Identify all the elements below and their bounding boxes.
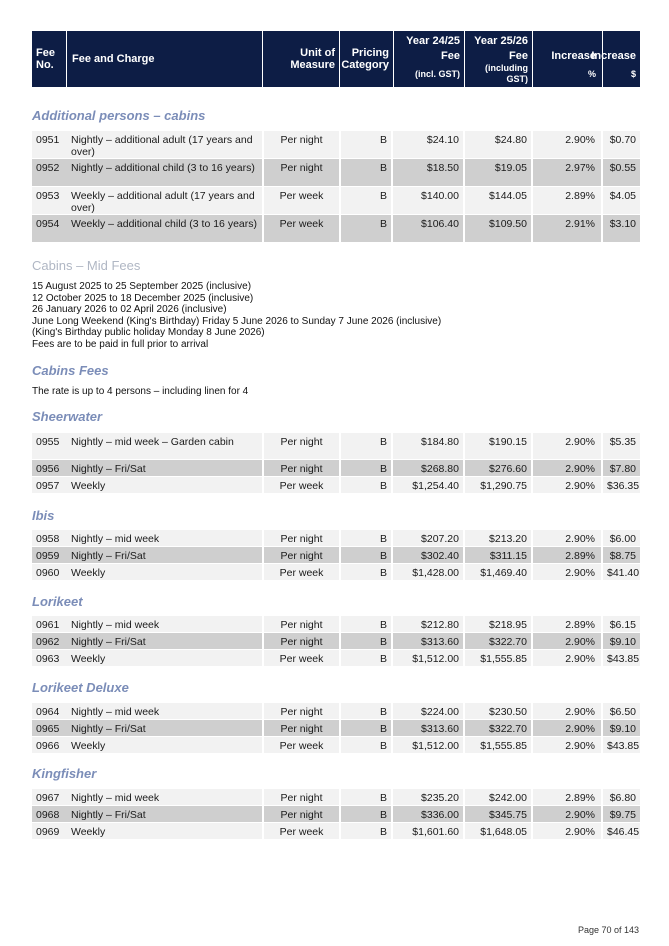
pricing-category: B (341, 823, 391, 839)
section-title-kingfisher: Kingfisher (32, 766, 97, 781)
unit-of-measure: Per night (264, 789, 339, 805)
table-row (32, 650, 640, 666)
table-row (32, 737, 640, 753)
increase-amount: $3.10 (603, 215, 640, 242)
increase-percent: 2.91% (533, 215, 601, 242)
unit-of-measure: Per night (264, 633, 339, 649)
increase-amount: $0.70 (603, 131, 640, 158)
mid-fees-line: June Long Weekend (King's Birthday) Friday 5 June 2026 to Sunday 7 June 2026 (inclusive) (32, 315, 442, 327)
fee-2526: $1,469.40 (465, 564, 531, 580)
fee-description: Weekly (67, 737, 262, 753)
increase-amount: $6.00 (603, 530, 640, 546)
table-row (32, 789, 640, 805)
increase-amount: $9.10 (603, 633, 640, 649)
unit-of-measure: Per night (264, 703, 339, 719)
table-row (32, 616, 640, 632)
fee-2526: $213.20 (465, 530, 531, 546)
fee-2425: $24.10 (393, 131, 463, 158)
fee-2526: $230.50 (465, 703, 531, 719)
increase-amount: $4.05 (603, 187, 640, 214)
pricing-category: B (341, 564, 391, 580)
table-row (32, 187, 640, 214)
table-row (32, 159, 640, 186)
page-number: Page 70 of 143 (577, 925, 639, 935)
unit-of-measure: Per week (264, 650, 339, 666)
increase-amount: $41.40 (603, 564, 640, 580)
increase-amount: $8.75 (603, 547, 640, 563)
fee-2526: $322.70 (465, 720, 531, 736)
header-fee-2425: Year 24/25 Fee (incl. GST) (394, 31, 464, 87)
fee-2425: $207.20 (393, 530, 463, 546)
increase-amount: $6.15 (603, 616, 640, 632)
fee-description: Nightly – mid week – Garden cabin (67, 433, 262, 459)
pricing-category: B (341, 460, 391, 476)
fee-2526: $24.80 (465, 131, 531, 158)
fee-number: 0957 (32, 477, 67, 493)
fee-description: Nightly – Fri/Sat (67, 547, 262, 563)
fee-number: 0965 (32, 720, 67, 736)
increase-amount: $46.45 (603, 823, 640, 839)
header-increase-pct: Increase % (533, 31, 602, 87)
increase-percent: 2.90% (533, 460, 601, 476)
fee-description: Weekly (67, 477, 262, 493)
header-fee-2526: Year 25/26 Fee (including GST) (465, 31, 532, 87)
fee-description: Nightly – mid week (67, 616, 262, 632)
fee-description: Weekly (67, 564, 262, 580)
increase-percent: 2.90% (533, 131, 601, 158)
fee-2526: $311.15 (465, 547, 531, 563)
table-row (32, 131, 640, 158)
pricing-category: B (341, 737, 391, 753)
increase-amount: $5.35 (603, 433, 640, 459)
fee-2425: $313.60 (393, 633, 463, 649)
unit-of-measure: Per week (264, 564, 339, 580)
fee-2425: $268.80 (393, 460, 463, 476)
section-title-lorikeet: Lorikeet (32, 594, 83, 609)
table-row (32, 460, 640, 476)
increase-percent: 2.90% (533, 433, 601, 459)
table-row (32, 547, 640, 563)
unit-of-measure: Per night (264, 159, 339, 186)
fee-number: 0954 (32, 215, 67, 242)
fee-number: 0963 (32, 650, 67, 666)
fee-2526: $322.70 (465, 633, 531, 649)
fee-2526: $1,555.85 (465, 650, 531, 666)
table-row (32, 564, 640, 580)
fee-number: 0969 (32, 823, 67, 839)
pricing-category: B (341, 650, 391, 666)
fee-2526: $218.95 (465, 616, 531, 632)
fee-number: 0960 (32, 564, 67, 580)
pricing-category: B (341, 789, 391, 805)
pricing-category: B (341, 187, 391, 214)
pricing-category: B (341, 703, 391, 719)
pricing-category: B (341, 547, 391, 563)
unit-of-measure: Per night (264, 460, 339, 476)
fee-2425: $140.00 (393, 187, 463, 214)
increase-percent: 2.90% (533, 530, 601, 546)
fee-number: 0959 (32, 547, 67, 563)
table-row (32, 477, 640, 493)
increase-percent: 2.90% (533, 720, 601, 736)
mid-fees-line: Fees are to be paid in full prior to arrival (32, 338, 209, 350)
unit-of-measure: Per week (264, 187, 339, 214)
increase-percent: 2.90% (533, 564, 601, 580)
section-title-additional-persons: Additional persons – cabins (32, 108, 206, 123)
fee-2425: $302.40 (393, 547, 463, 563)
unit-of-measure: Per night (264, 806, 339, 822)
fee-description: Nightly – Fri/Sat (67, 633, 262, 649)
header-fee-no: Fee No. (32, 31, 66, 87)
fee-2425: $184.80 (393, 433, 463, 459)
fee-description: Nightly – mid week (67, 789, 262, 805)
increase-percent: 2.89% (533, 789, 601, 805)
increase-percent: 2.90% (533, 650, 601, 666)
unit-of-measure: Per night (264, 720, 339, 736)
increase-percent: 2.90% (533, 703, 601, 719)
fee-2425: $1,512.00 (393, 650, 463, 666)
fee-2526: $109.50 (465, 215, 531, 242)
fee-2526: $1,555.85 (465, 737, 531, 753)
fee-2425: $1,512.00 (393, 737, 463, 753)
increase-amount: $7.80 (603, 460, 640, 476)
pricing-category: B (341, 131, 391, 158)
increase-percent: 2.89% (533, 547, 601, 563)
cabins-fees-text: The rate is up to 4 persons – including linen for 4 (32, 386, 249, 397)
fee-description: Nightly – Fri/Sat (67, 720, 262, 736)
fee-2526: $1,290.75 (465, 477, 531, 493)
increase-percent: 2.90% (533, 737, 601, 753)
mid-fees-line: 26 January 2026 to 02 April 2026 (inclusive) (32, 304, 227, 315)
pricing-category: B (341, 433, 391, 459)
pricing-category: B (341, 477, 391, 493)
section-title-ibis: Ibis (32, 508, 55, 523)
fee-2526: $144.05 (465, 187, 531, 214)
unit-of-measure: Per week (264, 737, 339, 753)
header-fee-and-charge: Fee and Charge (67, 31, 262, 87)
unit-of-measure: Per night (264, 530, 339, 546)
fee-description: Nightly – additional adult (17 years and over) (67, 131, 262, 158)
table-row (32, 703, 640, 719)
increase-percent: 2.90% (533, 633, 601, 649)
section-title-cabins-fees: Cabins Fees (32, 363, 109, 378)
fee-description: Weekly – additional child (3 to 16 years) (67, 215, 262, 242)
fee-number: 0955 (32, 433, 67, 459)
fee-2425: $313.60 (393, 720, 463, 736)
section-title-lorikeet-deluxe: Lorikeet Deluxe (32, 680, 129, 695)
fee-number: 0962 (32, 633, 67, 649)
increase-amount: $9.75 (603, 806, 640, 822)
fee-number: 0968 (32, 806, 67, 822)
table-row (32, 530, 640, 546)
increase-amount: $43.85 (603, 737, 640, 753)
mid-fees-line: 12 October 2025 to 18 December 2025 (inclusive) (32, 292, 254, 304)
fee-number: 0966 (32, 737, 67, 753)
mid-fees-line: (King's Birthday public holiday Monday 8 June 2026) (32, 327, 265, 338)
increase-amount: $36.35 (603, 477, 640, 493)
header-unit-of-measure: Unit of Measure (263, 31, 339, 87)
unit-of-measure: Per night (264, 616, 339, 632)
fee-description: Nightly – Fri/Sat (67, 806, 262, 822)
header-pricing-category: Pricing Category (340, 31, 393, 87)
fee-description: Weekly – additional adult (17 years and over) (67, 187, 262, 214)
fee-number: 0961 (32, 616, 67, 632)
increase-percent: 2.90% (533, 477, 601, 493)
fee-2526: $276.60 (465, 460, 531, 476)
increase-percent: 2.89% (533, 187, 601, 214)
fee-2526: $242.00 (465, 789, 531, 805)
pricing-category: B (341, 616, 391, 632)
fee-2425: $1,601.60 (393, 823, 463, 839)
fee-2526: $1,648.05 (465, 823, 531, 839)
table-row (32, 215, 640, 242)
fee-description: Weekly (67, 823, 262, 839)
fee-2425: $235.20 (393, 789, 463, 805)
fee-description: Nightly – additional child (3 to 16 years) (67, 159, 262, 186)
section-title-sheerwater: Sheerwater (32, 409, 103, 424)
increase-percent: 2.97% (533, 159, 601, 186)
increase-percent: 2.90% (533, 823, 601, 839)
unit-of-measure: Per night (264, 433, 339, 459)
section-title-mid-fees: Cabins – Mid Fees (32, 258, 141, 273)
header-increase-amt: Increase $ (603, 31, 640, 87)
pricing-category: B (341, 633, 391, 649)
unit-of-measure: Per night (264, 547, 339, 563)
increase-amount: $0.55 (603, 159, 640, 186)
fee-2425: $1,428.00 (393, 564, 463, 580)
fee-2425: $106.40 (393, 215, 463, 242)
table-row (32, 433, 640, 459)
table-row (32, 823, 640, 839)
fee-number: 0956 (32, 460, 67, 476)
fee-2526: $19.05 (465, 159, 531, 186)
fee-2526: $345.75 (465, 806, 531, 822)
fee-number: 0952 (32, 159, 67, 186)
increase-amount: $43.85 (603, 650, 640, 666)
fee-number: 0951 (32, 131, 67, 158)
pricing-category: B (341, 530, 391, 546)
unit-of-measure: Per night (264, 131, 339, 158)
fee-2425: $18.50 (393, 159, 463, 186)
pricing-category: B (341, 215, 391, 242)
fee-description: Nightly – mid week (67, 530, 262, 546)
increase-amount: $9.10 (603, 720, 640, 736)
increase-percent: 2.90% (533, 806, 601, 822)
unit-of-measure: Per week (264, 823, 339, 839)
fee-2425: $224.00 (393, 703, 463, 719)
pricing-category: B (341, 720, 391, 736)
fee-description: Nightly – Fri/Sat (67, 460, 262, 476)
fee-2425: $1,254.40 (393, 477, 463, 493)
unit-of-measure: Per week (264, 215, 339, 242)
pricing-category: B (341, 806, 391, 822)
fee-number: 0967 (32, 789, 67, 805)
table-row (32, 633, 640, 649)
pricing-category: B (341, 159, 391, 186)
fee-description: Nightly – mid week (67, 703, 262, 719)
fee-2526: $190.15 (465, 433, 531, 459)
increase-percent: 2.89% (533, 616, 601, 632)
fee-number: 0964 (32, 703, 67, 719)
increase-amount: $6.50 (603, 703, 640, 719)
table-row (32, 720, 640, 736)
mid-fees-line: 15 August 2025 to 25 September 2025 (inclusive) (32, 281, 252, 292)
fee-number: 0953 (32, 187, 67, 214)
unit-of-measure: Per week (264, 477, 339, 493)
increase-amount: $6.80 (603, 789, 640, 805)
table-row (32, 806, 640, 822)
fee-2425: $336.00 (393, 806, 463, 822)
fee-number: 0958 (32, 530, 67, 546)
fee-description: Weekly (67, 650, 262, 666)
fee-2425: $212.80 (393, 616, 463, 632)
